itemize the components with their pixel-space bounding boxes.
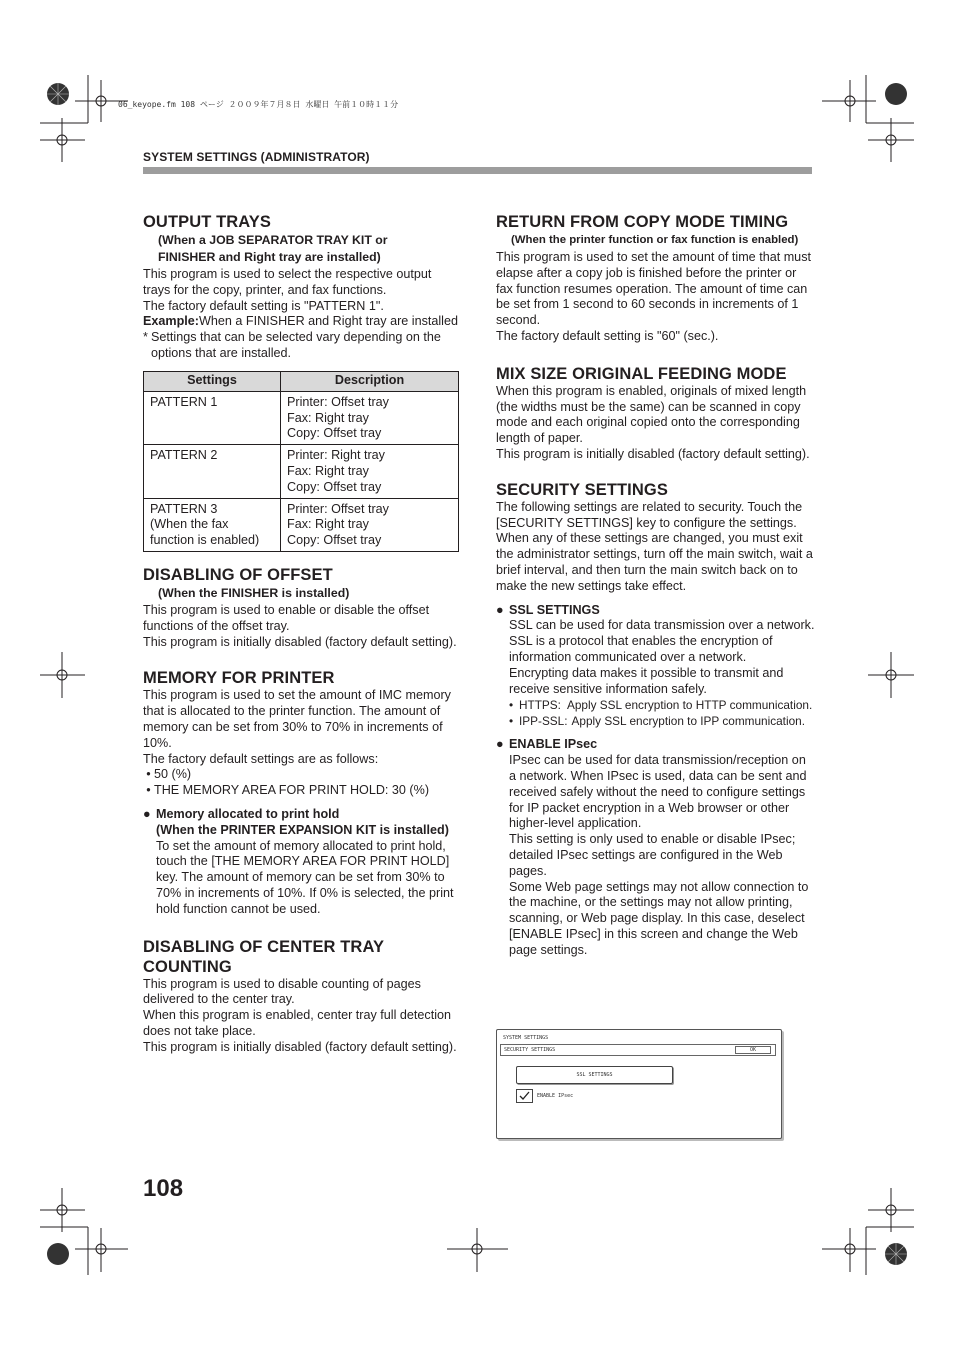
table-header-description: Description [281, 371, 459, 391]
list-item: • IPP-SSL: Apply SSL encryption to IPP communication. [509, 714, 805, 729]
ssl-text-3: Encrypting data makes it possible to transmit and receive sensitive information safely. [509, 665, 784, 696]
output-trays-table [143, 371, 459, 552]
return-copy-text: This program is used to set the amount of time that must elapse after a copy job is finished before the printer or fax function resumes operation. The amount of time can be set from 1 second to 60 seconds in increments of 1 second. [496, 250, 811, 328]
left-column [143, 212, 461, 1055]
print-hold-text: To set the amount of memory allocated to print hold, touch the [THE MEMORY AREA FOR PRINT HOLD] key. The amount of memory can be set from 30% to 70% in increments of 10%. If 0% is selected, the print hold function cannot be used. [156, 838, 454, 916]
ipsec-heading: ● ENABLE IPsec [496, 737, 598, 752]
ssl-settings-button[interactable]: SSL SETTINGS [516, 1066, 673, 1084]
bullet-icon: ● [496, 602, 504, 617]
header-rule [143, 167, 812, 174]
memory-printer-text: This program is used to set the amount of IMC memory that is allocated to the printer function. The amount of memory can be set from 30% to 70% in increments of 10%. [143, 688, 451, 750]
center-tray-title: DISABLING OF CENTER TRAY COUNTING [143, 937, 385, 976]
output-trays-title: OUTPUT TRAYS [143, 213, 272, 231]
screen-subtitle: SECURITY SETTINGS [504, 1047, 556, 1053]
ssl-text-1: SSL can be used for data transmission over a network. [509, 618, 815, 633]
mix-size-default: This program is initially disabled (factory default setting). [496, 446, 810, 461]
mix-size-title: MIX SIZE ORIGINAL FEEDING MODE [496, 364, 787, 383]
ssl-text-2: SSL is a protocol that enables the encryption of information communicated over a network. [509, 634, 773, 664]
table-header-settings: Settings [144, 371, 281, 391]
output-trays-note: * Settings that can be selected vary depending on the options that are installed. [143, 330, 441, 360]
center-tray-note: When this program is enabled, center tray full detection does not take place. [143, 1008, 452, 1038]
ssl-list [496, 697, 816, 729]
security-settings-screen [496, 1029, 782, 1139]
screen-subtitle-bar [500, 1044, 776, 1056]
bullet-icon: ● [496, 737, 504, 752]
table-row: PATTERN 1 Printer: Offset tray Fax: Right tray Copy: Offset tray [144, 391, 459, 444]
output-trays-condition: (When a JOB SEPARATOR TRAY KIT or FINISHER and Right tray are installed) [158, 233, 388, 264]
memory-printer-title: MEMORY FOR PRINTER [143, 669, 335, 688]
return-copy-default: The factory default setting is "60" (sec.). [496, 328, 719, 343]
disabling-offset-text: This program is used to enable or disable the offset functions of the offset tray. [143, 602, 430, 633]
print-hold-heading: ● Memory allocated to print hold [143, 806, 340, 821]
security-title: SECURITY SETTINGS [496, 480, 668, 499]
ipsec-text-2: This setting is only used to enable or disable IPsec; detailed IPsec settings are configured in the Web pages. [509, 832, 796, 878]
list-item: • 50 (%) [146, 767, 192, 782]
memory-printer-default: The factory default settings are as follows: [143, 751, 379, 766]
page-number: 108 [143, 1175, 184, 1202]
ipsec-text-1: IPsec can be used for data transmission/reception on a network. When IPsec is used, data can be sent and received safely without the need to configure settings for IP packet encryption in a Web browser or other higher-level application. [509, 753, 807, 831]
return-copy-title: RETURN FROM COPY MODE TIMING [496, 213, 789, 231]
center-tray-text: This program is used to disable counting of pages delivered to the center tray. [143, 976, 421, 1007]
disabling-offset-title: DISABLING OF OFFSET [143, 565, 333, 584]
enable-ipsec-checkbox[interactable] [516, 1089, 533, 1103]
security-text: The following settings are related to security. Touch the [SECURITY SETTINGS] key to configure the settings. [496, 499, 803, 530]
list-item: • THE MEMORY AREA FOR PRINT HOLD: 30 (%) [146, 783, 430, 798]
file-info: 06_keyope.fm 108 ページ ２００９年７月８日 水曜日 午前１０時１１分 [118, 100, 399, 109]
section-header: SYSTEM SETTINGS (ADMINISTRATOR) [143, 150, 370, 164]
return-copy-condition: (When the printer function or fax function is enabled) [511, 234, 799, 246]
output-trays-example: Example: When a FINISHER and Right tray are installed [143, 314, 458, 329]
output-trays-text: This program is used to select the respective output trays for the copy, printer, and fax functions. [143, 267, 432, 297]
screen-title: SYSTEM SETTINGS [503, 1035, 549, 1041]
enable-ipsec-label: ENABLE IPsec [537, 1093, 574, 1099]
list-item: • HTTPS: Apply SSL encryption to HTTP communication. [509, 698, 813, 713]
mix-size-text: When this program is enabled, originals of mixed length (the widths must be the same) can be scanned in copy mode and each original copied onto the corresponding length of paper. [496, 383, 807, 446]
bullet-icon: ● [143, 806, 151, 821]
security-note: When any of these settings are changed, you must exit the administrator settings, turn off the main switch, wait a brief interval, and then turn the main switch back on to make the new settings take effect. [496, 531, 813, 593]
disabling-offset-default: This program is initially disabled (factory default setting). [143, 634, 457, 649]
ipsec-text-3: Some Web page settings may not allow connection to the machine, or the settings may not allow printing, scanning, or Web page display. In this case, deselect [ENABLE IPsec] in this screen and change the Web page settings. [509, 879, 809, 957]
table-row: PATTERN 2 Printer: Right tray Fax: Right tray Copy: Offset tray [144, 445, 459, 498]
center-tray-default: This program is initially disabled (factory default setting). [143, 1039, 457, 1054]
check-icon [518, 1090, 531, 1101]
ssl-heading: ● SSL SETTINGS [496, 602, 600, 617]
disabling-offset-condition: (When the FINISHER is installed) [158, 585, 350, 600]
table-row: PATTERN 3 (When the fax function is enabled) Printer: Offset tray Fax: Right tray Copy: Offset tray [144, 498, 459, 551]
right-column [496, 212, 816, 958]
print-hold-condition: (When the PRINTER EXPANSION KIT is installed) [156, 822, 449, 837]
output-trays-default: The factory default setting is "PATTERN 1". [143, 298, 384, 313]
ok-button[interactable]: OK [735, 1046, 771, 1054]
